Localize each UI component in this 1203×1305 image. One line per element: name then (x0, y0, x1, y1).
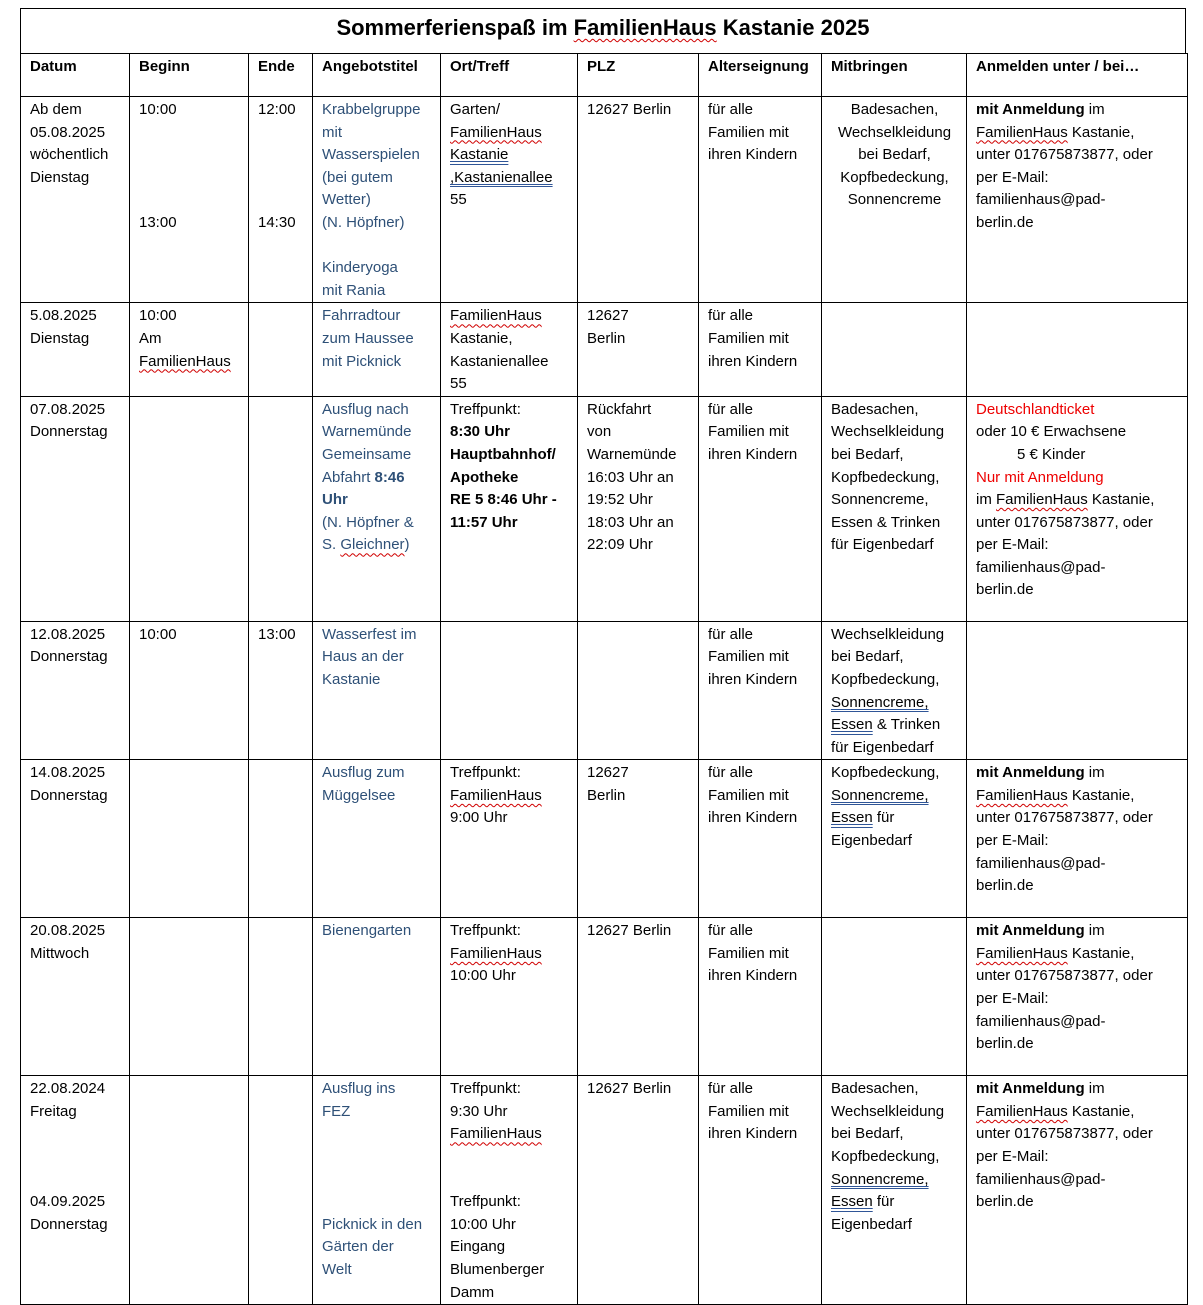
cell-datum (21, 1076, 130, 1305)
text-line: Krabbelgruppe (322, 101, 421, 118)
text-line: S. (322, 536, 341, 554)
text-line: FamilienHaus (450, 944, 542, 962)
text-line: Kastanie, (1087, 491, 1155, 509)
cell-plz (578, 1076, 699, 1305)
text-line: Kastanienallee (450, 352, 549, 370)
cell-ort (441, 303, 578, 396)
text-line: Donnerstag (30, 648, 108, 666)
cell-titel (313, 97, 441, 303)
text-line: Bienengarten (322, 922, 412, 940)
text-line: (bei gutem (322, 168, 393, 186)
text-line: unter 017675873877, oder (976, 967, 1153, 985)
text-bold: Hauptbahnhof/ (450, 445, 556, 463)
text-line: Haus an der (322, 648, 404, 666)
cell-beginn (130, 760, 249, 918)
cell-titel (313, 918, 441, 1076)
cell-anmelden (967, 303, 1188, 396)
text-line: Damm (450, 1283, 495, 1301)
text-line: 10:00 (139, 101, 177, 118)
cell-beginn (130, 396, 249, 621)
text-line: 22:09 Uhr (587, 536, 653, 554)
text-line: 10:00 (139, 625, 177, 643)
text-bold: mit Anmeldung (976, 764, 1085, 782)
text-line: Kopfbedeckung, (840, 168, 949, 186)
cell-alter (699, 918, 822, 1076)
text-line: Eingang (450, 1238, 506, 1256)
text-line: Ausflug nach (322, 400, 409, 418)
text-line: Gleichner (340, 536, 405, 554)
text-line: für alle (708, 1080, 754, 1098)
text-line: FamilienHaus (976, 944, 1068, 962)
text-line: Badesachen, (831, 1080, 919, 1098)
text-line: 12627 (587, 307, 629, 325)
text-line: mit Picknick (322, 352, 402, 370)
text-line: FamilienHaus (976, 786, 1068, 804)
text-line: 9:00 Uhr (450, 809, 508, 827)
text-line: Kastanie, (1067, 786, 1135, 804)
text-line: Gärten der (322, 1238, 394, 1256)
cell-alter (699, 303, 822, 396)
text-line: familienhaus@pad- (976, 558, 1106, 576)
text-line: 12.08.2025 (30, 625, 106, 643)
text-line: mit Rania (322, 281, 386, 299)
cell-beginn (130, 97, 249, 303)
text-line: für alle (708, 922, 754, 940)
text-line: 9:30 Uhr (450, 1102, 508, 1120)
text-line: 14.08.2025 (30, 764, 106, 782)
text-line: Donnerstag (30, 423, 108, 441)
text-line: wöchentlich (30, 146, 109, 164)
text-line: 12627 (587, 764, 629, 782)
text-line: 12627 Berlin (587, 922, 672, 940)
text-line: 05.08.2025 (30, 123, 106, 141)
cell-titel (313, 303, 441, 396)
cell-anmelden (967, 97, 1188, 303)
text-line: berlin.de (976, 1193, 1034, 1211)
text-line: per E-Mail: (976, 990, 1049, 1008)
title-underlined: FamilienHaus (573, 15, 717, 40)
text-line: Familien mit (708, 423, 789, 441)
cell-mitbringen (822, 303, 967, 396)
text-line: Ab dem (30, 101, 82, 118)
cell-titel (313, 1076, 441, 1305)
text-line: familienhaus@pad- (976, 191, 1106, 209)
text-line: Blumenberger (450, 1261, 545, 1279)
header-row (21, 54, 1188, 97)
text-line: Familien mit (708, 648, 789, 666)
cell-titel (313, 396, 441, 621)
text-line: Gemeinsame (322, 445, 412, 463)
table-row (21, 97, 1188, 303)
text-bold: Uhr (322, 491, 348, 509)
text-line: 12627 Berlin (587, 101, 672, 118)
text-line: ihren Kindern (708, 352, 798, 370)
cell-ort (441, 918, 578, 1076)
cell-titel (313, 621, 441, 760)
text-line: FamilienHaus (450, 123, 542, 141)
text-line: 5.08.2025 (30, 307, 97, 325)
text-line: Kastanie, (1067, 1102, 1135, 1120)
cell-datum (21, 918, 130, 1076)
text-line: Welt (322, 1261, 352, 1279)
text-line: 12627 Berlin (587, 1080, 672, 1098)
header-mitbringen: Mitbringen (822, 54, 967, 97)
text-line: ihren Kindern (708, 445, 798, 463)
text-line: Familien mit (708, 944, 789, 962)
text-line: Essen (831, 716, 873, 734)
text-line: Warnemünde (587, 445, 677, 463)
text-line: unter 017675873877, oder (976, 1125, 1153, 1143)
text-line: Fahrradtour (322, 307, 401, 325)
cell-mitbringen (822, 97, 967, 303)
text-line: 13:00 (139, 213, 177, 231)
text-line: 20.08.2025 (30, 922, 106, 940)
text-line: Freitag (30, 1102, 77, 1120)
text-line: Kastanie, (1067, 123, 1135, 141)
text-line: für alle (708, 307, 754, 325)
cell-mitbringen (822, 621, 967, 760)
text-line: berlin.de (976, 581, 1034, 599)
table-row (21, 760, 1188, 918)
cell-alter (699, 396, 822, 621)
text-line: 19:52 Uhr (587, 491, 653, 509)
schedule-table (20, 53, 1188, 1305)
cell-ende (249, 396, 313, 621)
text-line: von (587, 423, 612, 441)
text-line: Kastanie, (1067, 944, 1135, 962)
text-line: Essen (831, 1193, 873, 1211)
text-line: 55 (450, 191, 467, 209)
cell-ort (441, 760, 578, 918)
text-line: per E-Mail: (976, 1148, 1049, 1166)
text-bold: mit Anmeldung (976, 922, 1085, 940)
cell-anmelden (967, 1076, 1188, 1305)
text-line: ihren Kindern (708, 967, 798, 985)
text-line: ihren Kindern (708, 146, 798, 164)
text-line: Donnerstag (30, 786, 108, 804)
cell-plz (578, 303, 699, 396)
cell-beginn (130, 1076, 249, 1305)
text-line: ) (404, 536, 410, 554)
text-line: im (1084, 1080, 1105, 1098)
text-line: Kastanie, (450, 329, 513, 347)
text-line: Eigenbedarf (831, 832, 912, 850)
text-line: Essen (831, 809, 873, 827)
text-line: für alle (708, 101, 754, 118)
cell-ende (249, 760, 313, 918)
text-line: Familien mit (708, 123, 789, 141)
text-line: 12:00 (258, 101, 296, 118)
text-line: & Trinken (872, 716, 941, 734)
cell-beginn (130, 918, 249, 1076)
text-line: per E-Mail: (976, 832, 1049, 850)
header-ende: Ende (249, 54, 313, 97)
text-line: für alle (708, 400, 754, 418)
cell-anmelden (967, 918, 1188, 1076)
text-line: zum Haussee (322, 329, 414, 347)
cell-datum (21, 396, 130, 621)
text-line: Ausflug zum (322, 764, 405, 782)
text-line: unter 017675873877, oder (976, 513, 1153, 531)
cell-plz (578, 760, 699, 918)
text-line: 04.09.2025 (30, 1193, 106, 1211)
text-line: Familien mit (708, 1102, 789, 1120)
text-line: ihren Kindern (708, 809, 798, 827)
text-line: Berlin (587, 329, 626, 347)
text-line: unter 017675873877, oder (976, 809, 1153, 827)
cell-ort (441, 97, 578, 303)
text-line: Wetter) (322, 191, 371, 209)
text-line: Ausflug ins (322, 1080, 396, 1098)
text-line: Kopfbedeckung, (831, 670, 940, 688)
text-line: FEZ (322, 1102, 351, 1120)
text-line: Sonnencreme, (831, 491, 929, 509)
text-line: 13:00 (258, 625, 296, 643)
header-beginn: Beginn (130, 54, 249, 97)
text-bold: 8:46 (374, 468, 405, 486)
text-line: Kopfbedeckung, (831, 764, 940, 782)
cell-ende (249, 1076, 313, 1305)
cell-mitbringen (822, 1076, 967, 1305)
text-line: bei Bedarf, (831, 648, 904, 666)
text-line: Rückfahrt (587, 400, 652, 418)
text-line: Deutschlandticket (976, 400, 1095, 418)
text-bold: mit Anmeldung (976, 101, 1085, 118)
text-line: Wechselkleidung (831, 625, 945, 643)
table-row (21, 1076, 1188, 1305)
text-line: für Eigenbedarf (831, 536, 934, 554)
text-line: bei Bedarf, (831, 1125, 904, 1143)
text-line: berlin.de (976, 1035, 1034, 1053)
cell-alter (699, 97, 822, 303)
text-line: für (872, 809, 895, 827)
cell-ende (249, 621, 313, 760)
cell-beginn (130, 303, 249, 396)
text-line: für Eigenbedarf (831, 738, 934, 756)
text-line: FamilienHaus (450, 1125, 542, 1143)
cell-alter (699, 621, 822, 760)
text-line: 07.08.2025 (30, 400, 106, 418)
text-line: unter 017675873877, oder (976, 146, 1153, 164)
text-line: Am (139, 329, 162, 347)
text-line: Kastanie (322, 670, 381, 688)
text-line: per E-Mail: (976, 168, 1049, 186)
cell-mitbringen (822, 918, 967, 1076)
text-line: oder 10 € Erwachsene (976, 423, 1127, 441)
text-line: Kopfbedeckung, (831, 1148, 940, 1166)
text-bold: Apotheke (450, 468, 519, 486)
title-prefix: Sommerferienspaß im (336, 15, 574, 40)
table-row (21, 621, 1188, 760)
text-line: im (1084, 922, 1105, 940)
cell-anmelden (967, 760, 1188, 918)
cell-ende (249, 918, 313, 1076)
text-line: Mittwoch (30, 944, 90, 962)
page-title (20, 8, 1186, 54)
text-bold: 8:30 Uhr (450, 423, 511, 441)
cell-plz (578, 621, 699, 760)
text-line: 10:00 Uhr (450, 1215, 516, 1233)
text-line: (N. Höpfner) (322, 213, 405, 231)
text-line: bei Bedarf, (858, 146, 931, 164)
table-row (21, 303, 1188, 396)
text-line: im (1084, 764, 1105, 782)
text-line: Sonnencreme, (831, 1170, 929, 1188)
text-line: Wechselkleidung (831, 1102, 945, 1120)
text-line: Treffpunkt: (450, 922, 521, 940)
text-line: Berlin (587, 786, 626, 804)
cell-datum (21, 303, 130, 396)
text-line: familienhaus@pad- (976, 1170, 1106, 1188)
cell-plz (578, 97, 699, 303)
text-line: Badesachen, (850, 101, 939, 118)
text-line: per E-Mail: (976, 536, 1049, 554)
text-line: Wasserspielen (322, 146, 420, 164)
table-row (21, 396, 1188, 621)
cell-datum (21, 97, 130, 303)
text-line: (N. Höpfner & (322, 513, 414, 531)
text-line: berlin.de (976, 213, 1034, 231)
text-line: Eigenbedarf (831, 1215, 912, 1233)
text-line: für alle (708, 625, 754, 643)
text-line: für alle (708, 764, 754, 782)
text-line: Wechselkleidung (831, 423, 945, 441)
cell-ort (441, 1076, 578, 1305)
text-line: FamilienHaus (976, 1102, 1068, 1120)
cell-plz (578, 396, 699, 621)
title-suffix: Kastanie 2025 (716, 15, 870, 40)
text-line: Wechselkleidung (837, 123, 952, 141)
header-datum: Datum (21, 54, 130, 97)
text-line: Dienstag (30, 329, 90, 347)
text-line: mit (322, 123, 342, 141)
text-line: Kinderyoga (322, 259, 398, 277)
header-ort: Ort/Treff (441, 54, 578, 97)
text-line: im (976, 491, 996, 509)
header-anmelden: Anmelden unter / bei… (967, 54, 1188, 97)
text-line: Garten/ (450, 101, 501, 118)
text-line: 18:03 Uhr an (587, 513, 674, 531)
text-line: Dienstag (30, 168, 90, 186)
text-line: Sonnencreme (847, 191, 942, 209)
cell-mitbringen (822, 760, 967, 918)
header-plz: PLZ (578, 54, 699, 97)
text-line: FamilienHaus (450, 786, 542, 804)
text-line: FamilienHaus (139, 352, 231, 370)
text-line: Abfahrt (322, 468, 375, 486)
text-line: Warnemünde (322, 423, 412, 441)
text-bold: mit Anmeldung (976, 1080, 1085, 1098)
text-line: Essen & Trinken (831, 513, 941, 531)
text-line: im (1084, 101, 1105, 118)
table-row (21, 918, 1188, 1076)
text-line: Treffpunkt: (450, 1193, 521, 1211)
text-line: Familien mit (708, 329, 789, 347)
text-line: Donnerstag (30, 1215, 108, 1233)
text-line: 55 (450, 375, 467, 393)
text-line: Sonnencreme, (831, 786, 929, 804)
text-line: 10:00 Uhr (450, 967, 516, 985)
text-line: FamilienHaus (996, 491, 1088, 509)
text-line: Badesachen, (831, 400, 919, 418)
cell-ort (441, 396, 578, 621)
text-line: 10:00 (139, 307, 177, 325)
cell-ende (249, 303, 313, 396)
text-line: familienhaus@pad- (976, 854, 1106, 872)
cell-alter (699, 1076, 822, 1305)
text-line: Treffpunkt: (450, 764, 521, 782)
cell-alter (699, 760, 822, 918)
text-line: 16:03 Uhr an (587, 468, 674, 486)
text-line: FamilienHaus (976, 123, 1068, 141)
text-line: für (872, 1193, 895, 1211)
text-line: Kastanie (450, 146, 509, 164)
text-line: 14:30 (258, 213, 296, 231)
cell-datum (21, 621, 130, 760)
text-line: ihren Kindern (708, 670, 798, 688)
text-line: 22.08.2024 (30, 1080, 106, 1098)
cell-plz (578, 918, 699, 1076)
text-bold: 11:57 Uhr (450, 513, 518, 531)
text-line: ihren Kindern (708, 1125, 798, 1143)
text-line: Treffpunkt: (450, 400, 521, 418)
cell-ende (249, 97, 313, 303)
cell-mitbringen (822, 396, 967, 621)
cell-anmelden (967, 396, 1188, 621)
text-line: Kopfbedeckung, (831, 468, 940, 486)
text-line: Müggelsee (322, 786, 396, 804)
text-line: Sonnencreme, (831, 693, 929, 711)
text-line: familienhaus@pad- (976, 1012, 1106, 1030)
text-line: Picknick in den (322, 1215, 423, 1233)
cell-beginn (130, 621, 249, 760)
text-line: Familien mit (708, 786, 789, 804)
cell-titel (313, 760, 441, 918)
text-line: ,Kastanienallee (450, 168, 553, 186)
text-line: Treffpunkt: (450, 1080, 521, 1098)
text-line: berlin.de (976, 877, 1034, 895)
text-line: 5 € Kinder (1017, 445, 1086, 463)
text-line: FamilienHaus (450, 307, 542, 325)
text-line: Nur mit Anmeldung (976, 468, 1104, 486)
text-line: bei Bedarf, (831, 445, 904, 463)
header-alterseignung: Alterseignung (699, 54, 822, 97)
cell-datum (21, 760, 130, 918)
text-line: Wasserfest im (322, 625, 417, 643)
cell-anmelden (967, 621, 1188, 760)
header-angebotstitel: Angebotstitel (313, 54, 441, 97)
text-bold: RE 5 8:46 Uhr - (450, 491, 557, 509)
cell-ort (441, 621, 578, 760)
